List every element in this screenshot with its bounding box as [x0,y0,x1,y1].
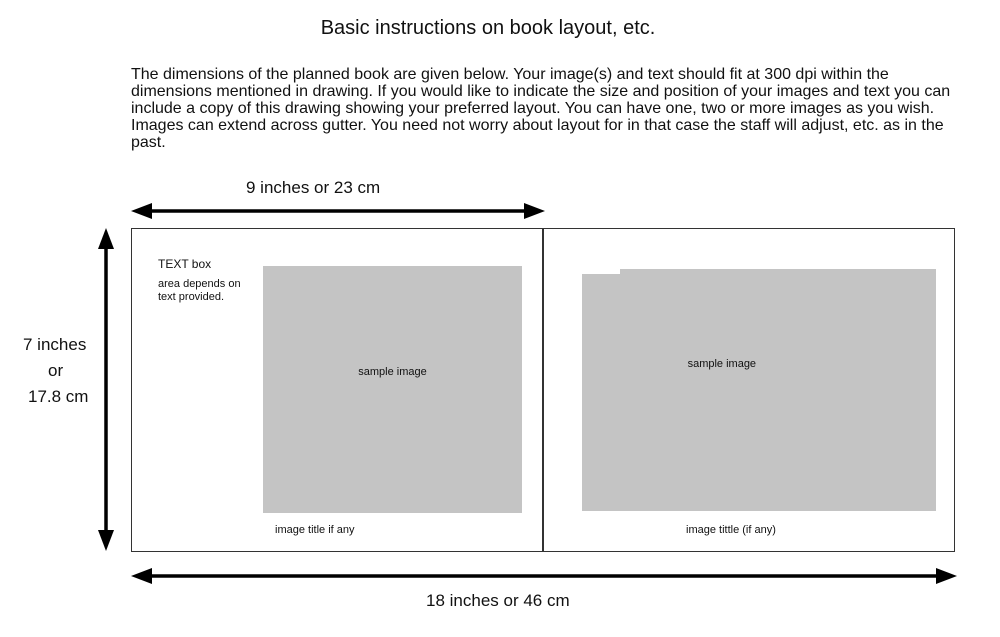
left-image-title: image title if any [275,524,355,536]
right-page [543,228,955,552]
right-sample-image [582,269,936,511]
right-image-title: image tittle (if any) [686,524,776,536]
instructions-paragraph: The dimensions of the planned book are given below. Your image(s) and text should fit at 300 dpi within the dimensions mentioned in drawing. If you would like to indicate the size and position of your images and text you can include a copy of this drawing showing your preferred layout. You can have one, two or more images as you wish. Images can extend across gutter. You need not worry about layout for in that case the staff will adjust, etc. as in the past. [131,66,951,151]
height-arrow [98,228,114,551]
height-label-line3: 17.8 cm [28,387,89,406]
right-sample-image-label: sample image [687,358,757,370]
image-corner-notch [582,269,620,274]
left-page [131,228,543,552]
text-box-label: TEXT box [158,257,212,271]
height-label-line1: 7 inches [23,335,87,354]
diagram-title: Basic instructions on book layout, etc. [320,17,656,39]
left-sample-image [263,266,522,513]
spread-width-arrow [131,568,957,584]
page-width-label: 9 inches or 23 cm [246,178,381,197]
spread-width-label: 18 inches or 46 cm [426,591,570,610]
text-box-note: area depends on text provided. [158,278,241,303]
page-width-arrow [131,203,545,219]
height-label-line2: or [48,361,64,380]
left-sample-image-label: sample image [358,366,427,378]
